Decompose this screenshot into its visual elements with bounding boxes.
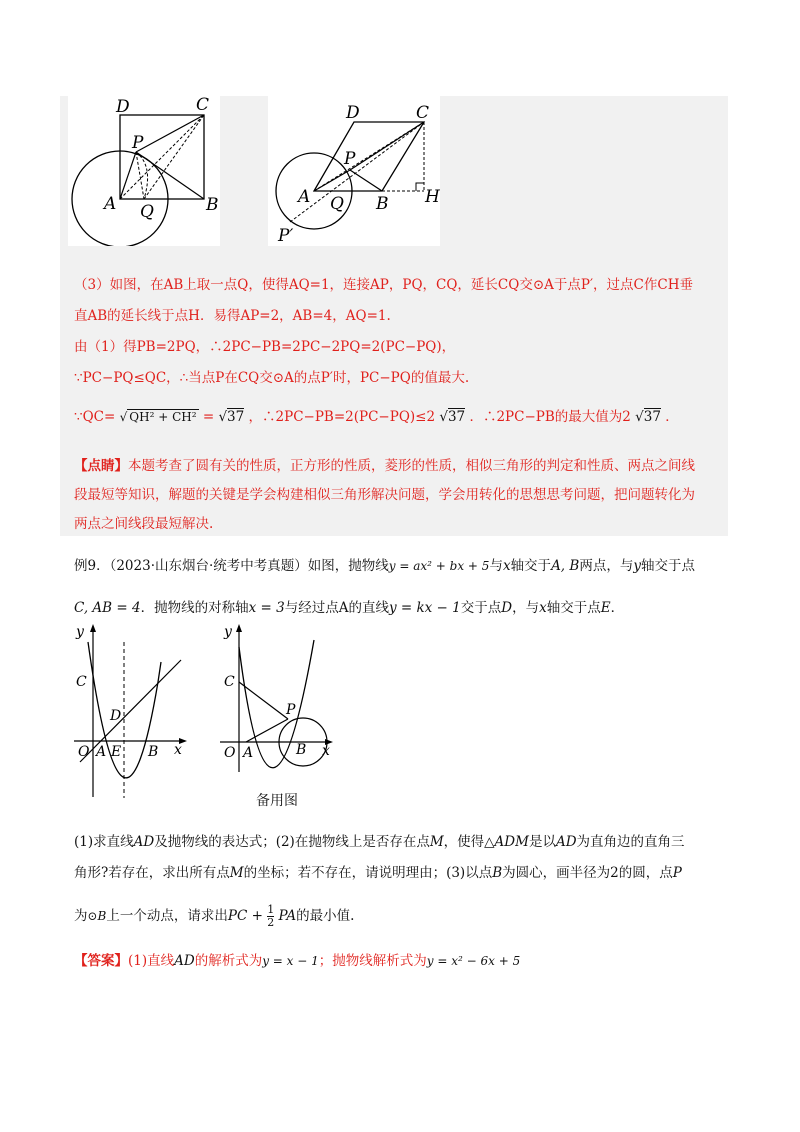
label-P: P bbox=[286, 702, 296, 718]
label-P-prime: P′ bbox=[278, 226, 294, 246]
figure-square bbox=[68, 96, 220, 246]
label-D: D bbox=[346, 103, 360, 123]
label-Q: Q bbox=[330, 194, 344, 214]
label-P: P bbox=[344, 149, 356, 169]
label-O: O bbox=[224, 745, 236, 761]
figure-rhombus bbox=[268, 96, 440, 246]
label-Q: Q bbox=[140, 202, 154, 222]
solution-part3-line2: 直AB的延长线于点H．易得AP=2，AB=4，AQ=1. bbox=[74, 308, 391, 324]
graph-parabola-2 bbox=[212, 622, 340, 800]
graph-parabola-1 bbox=[70, 622, 190, 800]
example-line1: 例9．（2023·山东烟台·统考中考真题）如图，抛物线y = ax² + bx + 5与x轴交于A, B两点，与y轴交于点 bbox=[74, 558, 695, 574]
radical-qh-ch: QH² + CH² bbox=[129, 410, 197, 424]
solution-line4: ∵PC−PQ≤QC，∴当点P在CQ交⊙A的点P′时，PC−PQ的值最大. bbox=[74, 370, 470, 386]
axis-label-x: x bbox=[174, 742, 182, 758]
example-line2: C, AB = 4．抛物线的对称轴x = 3与经过点A的直线y = kx − 1交于点D，与x轴交于点E． bbox=[74, 600, 625, 616]
label-B: B bbox=[206, 195, 219, 215]
label-D: D bbox=[110, 708, 122, 724]
fraction-one-half: $\frac{1}{2}$ bbox=[267, 903, 275, 929]
label-O: O bbox=[78, 744, 90, 760]
label-C: C bbox=[196, 96, 210, 115]
solution-part3-line1: （3）如图，在AB上取一点Q，使得AQ=1，连接AP，PQ，CQ，延长CQ交⊙A于点P′，过点C作CH垂 bbox=[74, 277, 693, 293]
comment-tag: 【点睛】 bbox=[74, 458, 128, 474]
label-B: B bbox=[376, 194, 389, 214]
label-C: C bbox=[224, 674, 235, 690]
question-line3: 为⊙B上一个动点，请求出PC + $\frac{1}{2}$ PA的最小值. bbox=[74, 903, 355, 929]
comment-block: 【点睛】本题考查了圆有关的性质，正方形的性质，菱形的性质，相似三角形的判定和性质、两点之间线 段最短等知识，解题的关键是学会构建相似三角形解决问题，学会用转化的思想思考问题，把问题转化为 两点之间线段最短解决. bbox=[74, 458, 695, 532]
question-line2: 角形?若存在，求出所有点M的坐标；若不存在，请说明理由；(3)以点B为圆心，画半径为2的圆，点P bbox=[74, 865, 682, 881]
axis-label-y: y bbox=[224, 624, 232, 640]
label-P: P bbox=[132, 133, 144, 153]
question-line1: (1)求直线AD及抛物线的表达式；(2)在抛物线上是否存在点M，使得△ADM是以AD为直角边的直角三 bbox=[74, 834, 685, 850]
solution-line3: 由（1）得PB=2PQ，∴2PC−PB=2PC−2PQ=2(PC−PQ)， bbox=[74, 339, 456, 355]
label-D: D bbox=[116, 97, 130, 117]
label-A: A bbox=[96, 744, 107, 760]
label-A: A bbox=[298, 187, 311, 207]
label-H: H bbox=[425, 187, 440, 207]
label-C: C bbox=[416, 103, 430, 123]
backup-figure-caption: 备用图 bbox=[256, 793, 298, 809]
answer-line: 【答案】(1)直线AD的解析式为y = x − 1；抛物线解析式为y = x² − 6x + 5 bbox=[74, 953, 521, 969]
label-B: B bbox=[148, 744, 159, 760]
label-C: C bbox=[76, 674, 87, 690]
label-E: E bbox=[111, 744, 122, 760]
radical-37: 37 bbox=[227, 409, 245, 425]
answer-tag: 【答案】 bbox=[74, 953, 128, 969]
axis-label-y: y bbox=[76, 624, 84, 640]
axis-label-x: x bbox=[322, 743, 330, 759]
label-A: A bbox=[104, 194, 117, 214]
label-B: B bbox=[296, 742, 307, 758]
label-A: A bbox=[243, 745, 254, 761]
solution-line5: ∵QC= √ QH² + CH² = √37 ，∴2PC−PB=2(PC−PQ)≤2 √37 ．∴2PC−PB的最大值为2 √37 ． bbox=[74, 409, 679, 425]
